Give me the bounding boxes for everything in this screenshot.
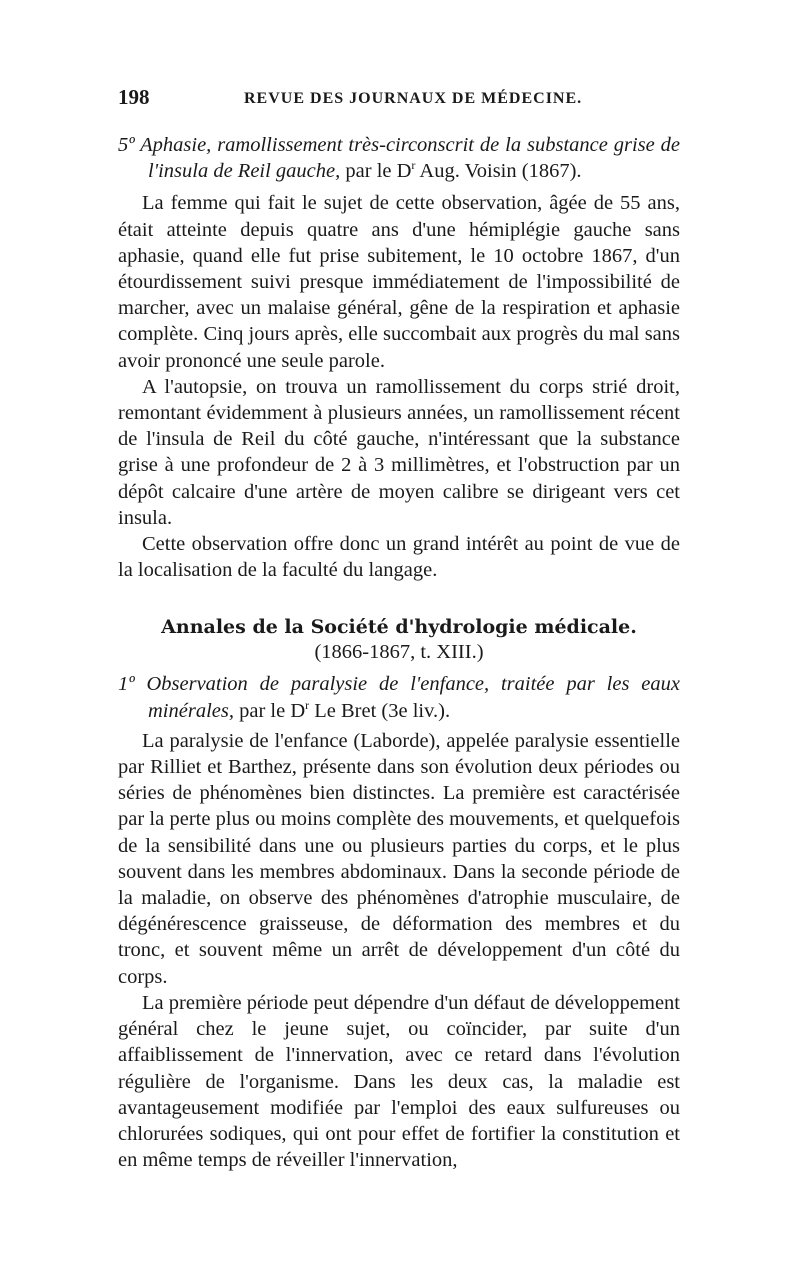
article-1-title-italic: 1º Observation de paralysie de l'enfance, traitée par les eaux minérales, <box>118 673 680 722</box>
article-1-paragraph-1: La paralysie de l'enfance (Laborde), appelée paralysie essentielle par Rilliet et Barthez, présente dans son évolution deux périodes ou séries de phénomènes bien distinctes. La première est caractérisée par la perte plus ou moins complète des mouvements, et quelquefois de la sensibilité dans une ou plusieurs parties du corps, et le plus souvent dans les membres abdominaux. Dans la seconde période de la maladie, on observe des phénomènes d'atrophie musculaire, de dégénérescence graisseuse, de déformation des membres et du tronc, et souvent même un arrêt de développement d'un côté du corps. <box>118 729 680 988</box>
article-5-paragraph-3: Cette observation offre donc un grand intérêt au point de vue de la localisation de la faculté du langage. <box>118 533 680 582</box>
article-5-paragraph-2: A l'autopsie, on trouva un ramollissement du corps strié droit, remontant évidemment à plusieurs années, un ramollissement récent de l'insula de Reil du côté gauche, n'intéressant que la substance grise à une profondeur de 2 à 3 millimètres, et l'obstruction par un dépôt calcaire d'une artère de moyen calibre se dirigeant vers cet insula. <box>118 375 680 529</box>
section-title: Annales de la Société d'hydrologie médicale. <box>161 616 637 639</box>
article-5-title-author-a: par le D <box>340 160 412 183</box>
article-1-title-sup: r <box>305 697 310 712</box>
article-5-title-italic: 5º Aphasie, ramollissement très-circonscrit de la substance grise de l'insula de Reil gauche, <box>118 134 680 183</box>
article-1-title-author-a: par le D <box>233 699 306 722</box>
article-1-title-author-b: Le Bret (3e liv.). <box>309 699 451 722</box>
running-title: REVUE DES JOURNAUX DE MÉDECINE. <box>244 90 583 107</box>
page-header <box>118 84 680 114</box>
page <box>118 84 680 1173</box>
article-1-title <box>118 671 680 723</box>
article-5-title-author-b: Aug. Voisin (1867). <box>415 160 582 183</box>
section-subtitle: (1866-1867, t. XIII.) <box>314 641 484 664</box>
article-5-paragraph-1: La femme qui fait le sujet de cette observation, âgée de 55 ans, était atteinte depuis quatre ans d'une hémiplégie gauche sans aphasie, quand elle fut prise subitement, le 10 octobre 1867, d'un étourdissement suivi presque immédiatement de l'impossibilité de marcher, avec un malaise général, gêne de la respiration et aphasie complète. Cinq jours après, elle succombait aux progrès du mal sans avoir prononcé une seule parole. <box>118 192 680 372</box>
page-number: 198 <box>118 85 150 109</box>
article-5-title-sup: r <box>411 158 416 173</box>
article-5-title <box>118 132 680 184</box>
article-1-paragraph-2: La première période peut dépendre d'un défaut de développement général chez le jeune sujet, ou coïncider, par suite d'un affaiblissement de l'innervation, avec ce retard dans l'évolution régulière de l'organisme. Dans les deux cas, la maladie est avantageusement modifiée par l'emploi des eaux sulfureuses ou chlorurées sodiques, qui ont pour effet de fortifier la constitution et en même temps de réveiller l'innervation, <box>118 991 680 1172</box>
